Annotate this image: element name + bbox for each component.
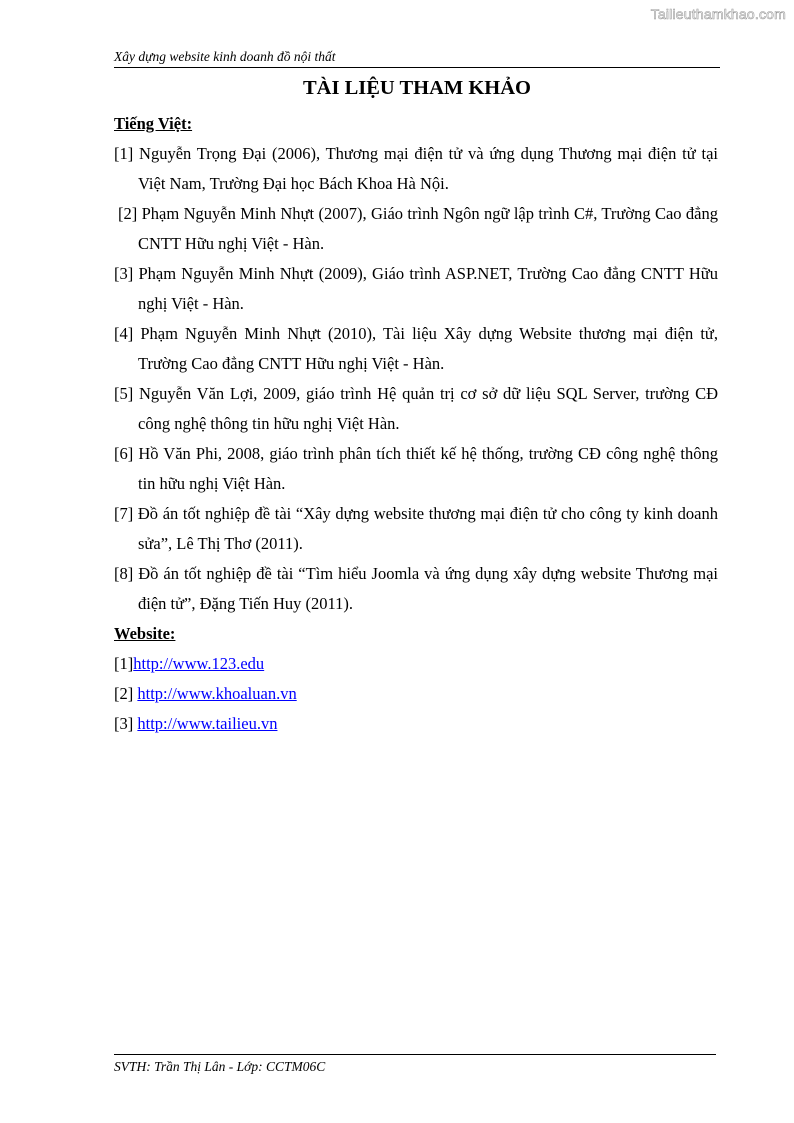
- page-title: TÀI LIỆU THAM KHẢO: [302, 77, 531, 99]
- website-reference: [114, 649, 718, 679]
- reference-item: [4] Phạm Nguyễn Minh Nhựt (2010), Tài liệu Xây dựng Website thương mại điện tử, Trường Cao đẳng CNTT Hữu nghị Việt - Hàn.: [114, 324, 718, 373]
- page-footer: SVTH: Trần Thị Lân - Lớp: CCTM06C: [114, 1054, 716, 1075]
- website-link[interactable]: http://www.123.edu: [133, 654, 265, 673]
- reference-item: [6] Hồ Văn Phi, 2008, giáo trình phân tích thiết kế hệ thống, trường CĐ công nghệ thông tin hữu nghị Việt Hàn.: [114, 444, 718, 493]
- page-header: Xây dựng website kinh doanh đồ nội thất: [114, 49, 720, 68]
- reference-item: [7] Đồ án tốt nghiệp đề tài “Xây dựng website thương mại điện tử cho công ty kinh doanh sửa”, Lê Thị Thơ (2011).: [114, 504, 718, 553]
- references-content: [114, 109, 718, 739]
- website-link[interactable]: http://www.khoaluan.vn: [137, 684, 297, 703]
- reference-number: [1]: [114, 654, 134, 673]
- reference-item: [2] Phạm Nguyễn Minh Nhựt (2007), Giáo trình Ngôn ngữ lập trình C#, Trường Cao đẳng CNTT Hữu nghị Việt - Hàn.: [118, 204, 718, 253]
- section-heading-website: Website:: [114, 624, 176, 643]
- reference-number: [3]: [114, 714, 138, 733]
- watermark: Tailieuthamkhao.com: [650, 6, 786, 22]
- section-heading-vietnamese: Tiếng Việt:: [114, 114, 193, 133]
- reference-item: [1] Nguyễn Trọng Đại (2006), Thương mại điện tử và ứng dụng Thương mại điện tử tại Việt Nam, Trường Đại học Bách Khoa Hà Nội.: [114, 144, 718, 193]
- website-reference: [114, 709, 718, 739]
- reference-item: [3] Phạm Nguyễn Minh Nhựt (2009), Giáo trình ASP.NET, Trường Cao đẳng CNTT Hữu nghị Việt - Hàn.: [114, 264, 718, 313]
- website-reference: [114, 679, 718, 709]
- website-link[interactable]: http://www.tailieu.vn: [137, 714, 278, 733]
- reference-item: [5] Nguyễn Văn Lợi, 2009, giáo trình Hệ quản trị cơ sở dữ liệu SQL Server, trường CĐ công nghệ thông tin hữu nghị Việt Hàn.: [114, 384, 718, 433]
- reference-item: [8] Đồ án tốt nghiệp đề tài “Tìm hiểu Joomla và ứng dụng xây dựng website Thương mại điện tử”, Đặng Tiến Huy (2011).: [114, 564, 718, 613]
- reference-number: [2]: [114, 684, 138, 703]
